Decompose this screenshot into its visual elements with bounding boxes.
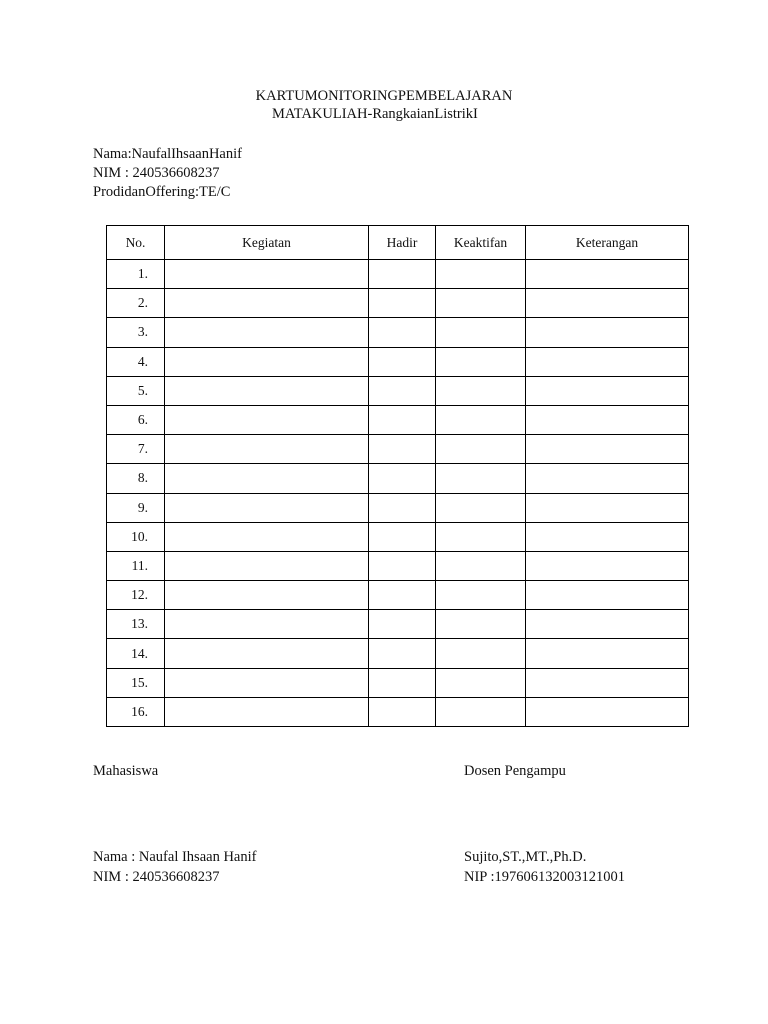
table-row bbox=[107, 376, 689, 405]
student-signature-name: Nama : Naufal Ihsaan Hanif bbox=[93, 849, 257, 865]
cell-kegiatan[interactable] bbox=[165, 318, 369, 347]
cell-keaktifan[interactable] bbox=[436, 318, 526, 347]
cell-keterangan[interactable] bbox=[526, 581, 689, 610]
table-row bbox=[107, 435, 689, 464]
cell-keaktifan[interactable] bbox=[436, 435, 526, 464]
cell-hadir[interactable] bbox=[369, 347, 436, 376]
cell-kegiatan[interactable] bbox=[165, 347, 369, 376]
cell-hadir[interactable] bbox=[369, 610, 436, 639]
cell-keterangan[interactable] bbox=[526, 435, 689, 464]
table-row bbox=[107, 522, 689, 551]
monitoring-table bbox=[106, 225, 689, 727]
cell-no: 11. bbox=[107, 551, 165, 580]
cell-kegiatan[interactable] bbox=[165, 405, 369, 434]
cell-hadir[interactable] bbox=[369, 697, 436, 726]
lecturer-signature-name: Sujito,ST.,MT.,Ph.D. bbox=[464, 849, 587, 865]
cell-kegiatan[interactable] bbox=[165, 493, 369, 522]
table-row bbox=[107, 347, 689, 376]
cell-keaktifan[interactable] bbox=[436, 464, 526, 493]
cell-no: 16. bbox=[107, 697, 165, 726]
cell-no: 9. bbox=[107, 493, 165, 522]
cell-hadir[interactable] bbox=[369, 522, 436, 551]
cell-kegiatan[interactable] bbox=[165, 464, 369, 493]
cell-hadir[interactable] bbox=[369, 289, 436, 318]
table-row bbox=[107, 493, 689, 522]
table-row bbox=[107, 639, 689, 668]
cell-no: 3. bbox=[107, 318, 165, 347]
cell-keaktifan[interactable] bbox=[436, 668, 526, 697]
column-header-keterangan: Keterangan bbox=[526, 226, 689, 260]
cell-hadir[interactable] bbox=[369, 318, 436, 347]
cell-keterangan[interactable] bbox=[526, 551, 689, 580]
cell-no: 10. bbox=[107, 522, 165, 551]
cell-keaktifan[interactable] bbox=[436, 289, 526, 318]
cell-keterangan[interactable] bbox=[526, 464, 689, 493]
table-row bbox=[107, 405, 689, 434]
cell-no: 2. bbox=[107, 289, 165, 318]
cell-keaktifan[interactable] bbox=[436, 260, 526, 289]
cell-keaktifan[interactable] bbox=[436, 493, 526, 522]
column-header-no: No. bbox=[107, 226, 165, 260]
table-row bbox=[107, 464, 689, 493]
cell-kegiatan[interactable] bbox=[165, 639, 369, 668]
cell-kegiatan[interactable] bbox=[165, 376, 369, 405]
cell-no: 13. bbox=[107, 610, 165, 639]
cell-keaktifan[interactable] bbox=[436, 639, 526, 668]
cell-keterangan[interactable] bbox=[526, 639, 689, 668]
cell-no: 5. bbox=[107, 376, 165, 405]
cell-kegiatan[interactable] bbox=[165, 551, 369, 580]
cell-keaktifan[interactable] bbox=[436, 581, 526, 610]
cell-hadir[interactable] bbox=[369, 581, 436, 610]
cell-keterangan[interactable] bbox=[526, 697, 689, 726]
cell-hadir[interactable] bbox=[369, 668, 436, 697]
cell-kegiatan[interactable] bbox=[165, 260, 369, 289]
cell-keaktifan[interactable] bbox=[436, 551, 526, 580]
lecturer-signature-nip: NIP :197606132003121001 bbox=[464, 869, 625, 885]
cell-keaktifan[interactable] bbox=[436, 405, 526, 434]
cell-kegiatan[interactable] bbox=[165, 610, 369, 639]
cell-hadir[interactable] bbox=[369, 551, 436, 580]
table-header-row bbox=[107, 226, 689, 260]
cell-keterangan[interactable] bbox=[526, 260, 689, 289]
table-row bbox=[107, 551, 689, 580]
table-row bbox=[107, 318, 689, 347]
cell-hadir[interactable] bbox=[369, 639, 436, 668]
cell-no: 4. bbox=[107, 347, 165, 376]
cell-keterangan[interactable] bbox=[526, 289, 689, 318]
cell-kegiatan[interactable] bbox=[165, 581, 369, 610]
cell-keterangan[interactable] bbox=[526, 493, 689, 522]
table-row bbox=[107, 260, 689, 289]
cell-keterangan[interactable] bbox=[526, 668, 689, 697]
cell-hadir[interactable] bbox=[369, 376, 436, 405]
cell-kegiatan[interactable] bbox=[165, 697, 369, 726]
table-body bbox=[107, 260, 689, 727]
cell-no: 6. bbox=[107, 405, 165, 434]
cell-hadir[interactable] bbox=[369, 464, 436, 493]
cell-keaktifan[interactable] bbox=[436, 376, 526, 405]
column-header-kegiatan: Kegiatan bbox=[165, 226, 369, 260]
cell-hadir[interactable] bbox=[369, 435, 436, 464]
cell-keaktifan[interactable] bbox=[436, 347, 526, 376]
cell-no: 15. bbox=[107, 668, 165, 697]
table-row bbox=[107, 581, 689, 610]
cell-keterangan[interactable] bbox=[526, 405, 689, 434]
column-header-hadir: Hadir bbox=[369, 226, 436, 260]
cell-no: 7. bbox=[107, 435, 165, 464]
document-title: KARTUMONITORINGPEMBELAJARAN bbox=[255, 88, 513, 104]
cell-kegiatan[interactable] bbox=[165, 668, 369, 697]
cell-no: 12. bbox=[107, 581, 165, 610]
cell-hadir[interactable] bbox=[369, 493, 436, 522]
table-row bbox=[107, 610, 689, 639]
course-title: MATAKULIAH-RangkaianListrikI bbox=[272, 106, 478, 122]
cell-keterangan[interactable] bbox=[526, 347, 689, 376]
table-row bbox=[107, 668, 689, 697]
lecturer-signature-role: Dosen Pengampu bbox=[464, 763, 566, 779]
student-name: Nama:NaufalIhsaanHanif bbox=[93, 146, 242, 162]
cell-no: 14. bbox=[107, 639, 165, 668]
table-row bbox=[107, 289, 689, 318]
cell-keaktifan[interactable] bbox=[436, 697, 526, 726]
table-row bbox=[107, 697, 689, 726]
student-signature-role: Mahasiswa bbox=[93, 763, 159, 779]
column-header-keaktifan: Keaktifan bbox=[436, 226, 526, 260]
student-nim: NIM : 240536608237 bbox=[93, 165, 220, 181]
cell-keterangan[interactable] bbox=[526, 522, 689, 551]
cell-kegiatan[interactable] bbox=[165, 289, 369, 318]
cell-kegiatan[interactable] bbox=[165, 435, 369, 464]
cell-keterangan[interactable] bbox=[526, 610, 689, 639]
cell-keterangan[interactable] bbox=[526, 376, 689, 405]
cell-hadir[interactable] bbox=[369, 260, 436, 289]
cell-keaktifan[interactable] bbox=[436, 610, 526, 639]
cell-no: 8. bbox=[107, 464, 165, 493]
cell-hadir[interactable] bbox=[369, 405, 436, 434]
student-program: ProdidanOffering:TE/C bbox=[93, 184, 231, 200]
cell-keaktifan[interactable] bbox=[436, 522, 526, 551]
cell-no: 1. bbox=[107, 260, 165, 289]
student-signature-nim: NIM : 240536608237 bbox=[93, 869, 220, 885]
cell-keterangan[interactable] bbox=[526, 318, 689, 347]
cell-kegiatan[interactable] bbox=[165, 522, 369, 551]
